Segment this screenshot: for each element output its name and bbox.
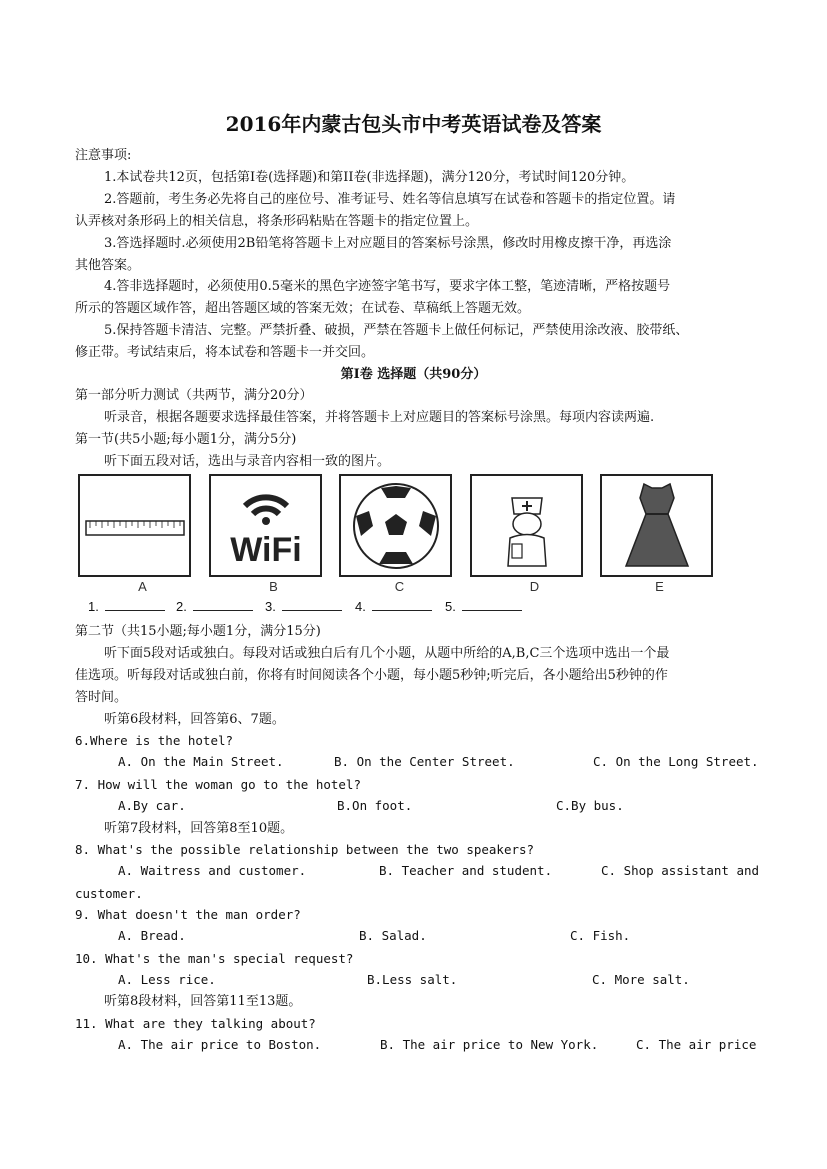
picture-label: D bbox=[529, 579, 540, 594]
notice-item: 4.答非选择题时，必须使用0.5毫米的黑色字迹签字笔书写，要求字体工整，笔迹清晰，严格按题号 bbox=[104, 279, 671, 294]
material-heading: 听第6段材料，回答第6、7题。 bbox=[104, 712, 285, 727]
sub2-heading: 第二节（共15小题;每小题1分，满分15分) bbox=[75, 624, 321, 639]
option-b: B. On the Center Street. bbox=[334, 754, 515, 769]
option-b: B. Teacher and student. bbox=[379, 863, 553, 878]
notice-heading: 注意事项: bbox=[75, 148, 132, 163]
option-c: C. More salt. bbox=[592, 972, 690, 987]
sub1-instructions: 听下面五段对话，选出与录音内容相一致的图片。 bbox=[104, 454, 391, 469]
option-c: C. On the Long Street. bbox=[593, 754, 759, 769]
picture-e bbox=[600, 474, 713, 577]
option-c: C. Fish. bbox=[570, 928, 631, 943]
soccer-ball-icon bbox=[341, 476, 450, 575]
option-b: B.On foot. bbox=[337, 798, 413, 813]
option-c: C.By bus. bbox=[556, 798, 624, 813]
notice-item: 所示的答题区域作答，超出答题区域的答案无效；在试卷、草稿纸上答题无效。 bbox=[75, 301, 531, 316]
option-c: C. Shop assistant and bbox=[601, 863, 760, 878]
material-heading: 听第7段材料，回答第8至10题。 bbox=[104, 821, 294, 836]
notice-item: 5.保持答题卡清洁、完整。严禁折叠、破损，严禁在答题卡上做任何标记，严禁使用涂改液、胶带纸、 bbox=[104, 323, 689, 338]
question-6: 6.Where is the hotel? bbox=[75, 733, 234, 748]
page-title: 2016年内蒙古包头市中考英语试卷及答案 bbox=[225, 112, 602, 136]
doctor-icon bbox=[472, 476, 581, 575]
question-8: 8. What's the possible relationship between the two speakers? bbox=[75, 842, 535, 857]
option-a: A. The air price to Boston. bbox=[118, 1037, 322, 1052]
question-7: 7. How will the woman go to the hotel? bbox=[75, 777, 361, 792]
option-c-continued: customer. bbox=[75, 886, 143, 901]
wifi-text: WiFi bbox=[230, 531, 302, 569]
answer-blank-3[interactable]: 3. bbox=[265, 598, 342, 614]
question-10: 10. What's the man's special request? bbox=[75, 951, 354, 966]
section-heading: 第Ⅰ卷 选择题（共90分） bbox=[340, 367, 487, 382]
sub2-instructions: 答时间。 bbox=[75, 690, 128, 705]
picture-a bbox=[78, 474, 191, 577]
option-b: B. The air price to New York. bbox=[380, 1037, 599, 1052]
option-a: A. Waitress and customer. bbox=[118, 863, 307, 878]
picture-label: E bbox=[655, 579, 664, 594]
question-11: 11. What are they talking about? bbox=[75, 1016, 316, 1031]
notice-item: 3.答选择题时.必须使用2B铅笔将答题卡上对应题目的答案标号涂黑，修改时用橡皮擦干净，再选涂 bbox=[104, 236, 672, 251]
part1-instructions: 听录音，根据各题要求选择最佳答案，并将答题卡上对应题目的答案标号涂黑。每项内容读两遍. bbox=[104, 410, 655, 425]
answer-blank-1[interactable]: 1. bbox=[88, 598, 165, 614]
material-heading: 听第8段材料，回答第11至13题。 bbox=[104, 994, 302, 1009]
notice-item: 2.答题前，考生务必先将自己的座位号、准考证号、姓名等信息填写在试卷和答题卡的指定位置。请 bbox=[104, 192, 676, 207]
option-b: B.Less salt. bbox=[367, 972, 458, 987]
sub1-heading: 第一节(共5小题;每小题1分，满分5分) bbox=[75, 432, 297, 447]
option-b: B. Salad. bbox=[359, 928, 427, 943]
wifi-icon bbox=[211, 476, 320, 575]
answer-blank-4[interactable]: 4. bbox=[355, 598, 432, 614]
option-a: A. Less rice. bbox=[118, 972, 216, 987]
question-9: 9. What doesn't the man order? bbox=[75, 907, 301, 922]
option-a: A. Bread. bbox=[118, 928, 186, 943]
part1-heading: 第一部分听力测试（共两节，满分20分） bbox=[75, 388, 313, 403]
picture-d bbox=[470, 474, 583, 577]
dress-icon bbox=[602, 476, 711, 575]
picture-label: A bbox=[138, 579, 147, 594]
notice-item: 修正带。考试结束后，将本试卷和答题卡一并交回。 bbox=[75, 345, 375, 360]
ruler-icon bbox=[80, 476, 189, 575]
sub2-instructions: 佳选项。听每段对话或独白前，你将有时间阅读各个小题，每小题5秒钟;听完后，各小题给出5秒钟的作 bbox=[75, 668, 668, 683]
option-a: A.By car. bbox=[118, 798, 186, 813]
answer-blank-5[interactable]: 5. bbox=[445, 598, 522, 614]
picture-label: B bbox=[269, 579, 278, 594]
picture-c bbox=[339, 474, 452, 577]
sub2-instructions: 听下面5段对话或独白。每段对话或独白后有几个小题，从题中所给的A,B,C三个选项中选出一个最 bbox=[104, 646, 670, 661]
notice-item: 1.本试卷共12页，包括第Ⅰ卷(选择题)和第II卷(非选择题)，满分120分，考试时间120分钟。 bbox=[104, 170, 635, 185]
picture-b bbox=[209, 474, 322, 577]
option-a: A. On the Main Street. bbox=[118, 754, 284, 769]
notice-item: 认弄核对条形码上的相关信息，将条形码粘贴在答题卡的指定位置上。 bbox=[75, 214, 479, 229]
notice-item: 其他答案。 bbox=[75, 258, 141, 273]
answer-blank-2[interactable]: 2. bbox=[176, 598, 253, 614]
picture-label: C bbox=[394, 579, 405, 594]
option-c: C. The air price bbox=[636, 1037, 757, 1052]
